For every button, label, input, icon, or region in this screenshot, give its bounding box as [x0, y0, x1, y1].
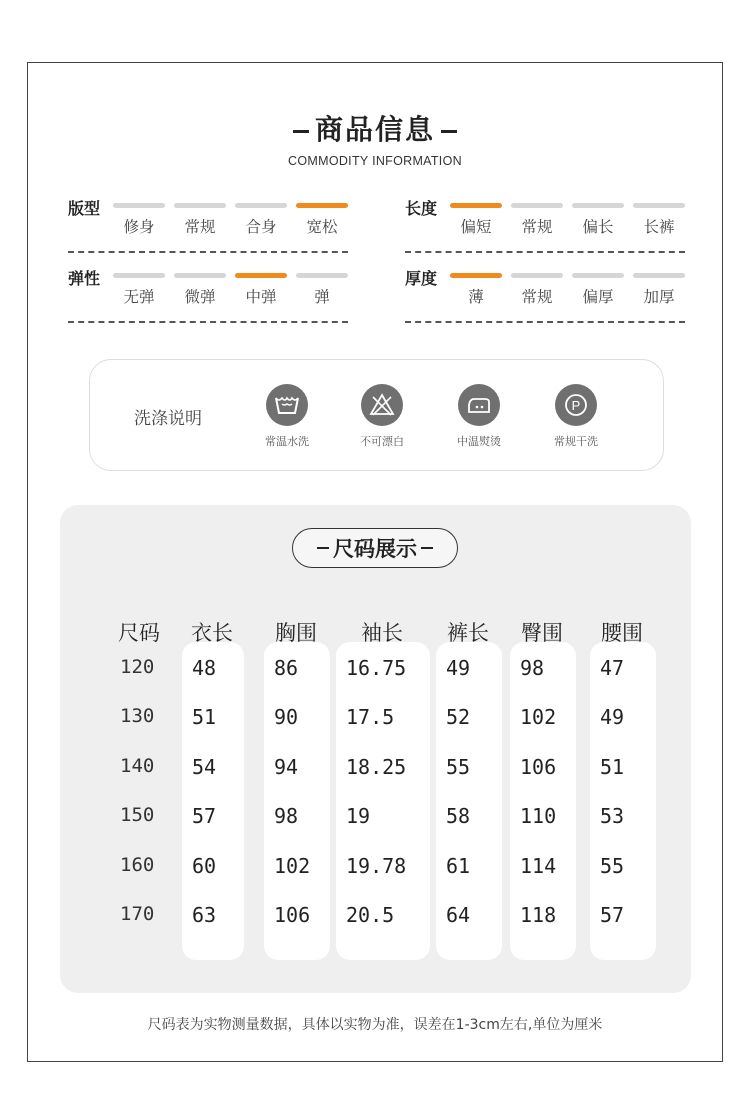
attribute-option-label: 加厚	[643, 288, 675, 306]
size-column-header: 尺码	[118, 621, 160, 645]
attribute-option-label: 中弹	[245, 288, 277, 306]
size-value-cell: 51	[600, 755, 625, 779]
attribute-option-label: 常规	[521, 288, 553, 306]
size-value-cell: 47	[600, 656, 625, 680]
size-value-cell: 20.5	[346, 903, 395, 927]
rating-bar	[113, 273, 165, 278]
measurement-note: 尺码表为实物测量数据，具体以实物为准，误差在1-3cm左右,单位为厘米	[147, 1017, 603, 1033]
size-value-cell: 94	[274, 755, 299, 779]
size-value-cell: 61	[446, 854, 471, 878]
iron-icon	[458, 384, 500, 426]
no-bleach-icon	[361, 384, 403, 426]
page-title: 商品信息	[0, 108, 750, 148]
size-value-cell: 106	[274, 903, 311, 927]
size-value-cell: 98	[520, 656, 545, 680]
size-value-cell: 57	[600, 903, 625, 927]
size-value-cell: 98	[274, 804, 299, 828]
attribute-option	[113, 203, 165, 237]
size-value-cell: 63	[192, 903, 217, 927]
size-value-cell: 102	[520, 705, 557, 729]
attribute-option-label: 合身	[245, 218, 277, 236]
attribute-group	[68, 266, 348, 326]
rating-bar	[633, 273, 685, 278]
size-chart	[60, 505, 691, 993]
size-value-cell: 19	[346, 804, 371, 828]
svg-text:P: P	[571, 398, 581, 413]
rating-bar	[113, 203, 165, 208]
attribute-option	[113, 273, 165, 307]
rating-bar	[235, 273, 287, 278]
size-label-cell: 140	[120, 755, 155, 777]
attribute-option	[235, 203, 287, 237]
attribute-option-label: 偏厚	[582, 288, 614, 306]
rating-bar	[572, 273, 624, 278]
dashed-divider	[405, 321, 685, 323]
rating-bar	[633, 203, 685, 208]
size-value-cell: 19.78	[346, 854, 407, 878]
size-column-header: 臀围	[521, 621, 563, 645]
rating-bar	[296, 203, 348, 208]
size-label-cell: 170	[120, 903, 155, 925]
rating-bar	[511, 273, 563, 278]
care-instructions	[89, 359, 664, 471]
size-value-cell: 18.25	[346, 755, 407, 779]
care-item-no-bleach: 不可漂白	[342, 384, 422, 449]
attribute-option-label: 薄	[468, 288, 484, 306]
size-label-cell: 160	[120, 854, 155, 876]
attribute-option	[174, 273, 226, 307]
attribute-option-label: 修身	[123, 218, 155, 236]
size-value-cell: 118	[520, 903, 557, 927]
size-value-cell: 114	[520, 854, 557, 878]
size-value-cell: 52	[446, 705, 471, 729]
attribute-option-selected	[450, 203, 502, 237]
wash-tub-icon	[266, 384, 308, 426]
attribute-option-label: 微弹	[184, 288, 216, 306]
attribute-option	[633, 273, 685, 307]
attribute-option-selected	[296, 203, 348, 237]
size-value-cell: 49	[600, 705, 625, 729]
size-value-cell: 49	[446, 656, 471, 680]
attribute-option	[174, 203, 226, 237]
attribute-option	[296, 273, 348, 307]
attribute-option	[511, 273, 563, 307]
size-value-cell: 60	[192, 854, 217, 878]
size-value-cell: 90	[274, 705, 299, 729]
size-label-cell: 130	[120, 705, 155, 727]
size-label-cell: 150	[120, 804, 155, 826]
size-value-cell: 106	[520, 755, 557, 779]
size-value-cell: 16.75	[346, 656, 407, 680]
dashed-divider	[68, 321, 348, 323]
size-column-header: 裤长	[447, 621, 489, 645]
size-value-cell: 51	[192, 705, 217, 729]
attribute-option-label: 偏长	[582, 218, 614, 236]
attribute-option-label: 弹	[314, 288, 330, 306]
attribute-option	[572, 203, 624, 237]
care-item-wash: 常温水洗	[247, 384, 327, 449]
rating-bar	[174, 273, 226, 278]
size-value-cell: 48	[192, 656, 217, 680]
header	[0, 108, 750, 168]
size-value-cell: 86	[274, 656, 299, 680]
attribute-option-label: 偏短	[460, 218, 492, 236]
attribute-group	[405, 196, 685, 256]
care-item-iron: 中温熨烫	[439, 384, 519, 449]
attribute-option-label: 无弹	[123, 288, 155, 306]
attribute-group	[68, 196, 348, 256]
rating-bar	[511, 203, 563, 208]
attribute-name: 厚度	[405, 269, 438, 288]
attribute-option	[633, 203, 685, 237]
care-item-dry-clean: P 常规干洗	[536, 384, 616, 449]
size-chart-title: 尺码展示	[292, 528, 458, 568]
attribute-option-label: 常规	[521, 218, 553, 236]
attribute-option-selected	[235, 273, 287, 307]
size-column-header: 胸围	[275, 621, 317, 645]
size-value-cell: 57	[192, 804, 217, 828]
rating-bar	[450, 203, 502, 208]
size-value-cell: 55	[446, 755, 471, 779]
attribute-name: 长度	[405, 199, 438, 218]
size-column-header: 腰围	[601, 621, 643, 645]
dashed-divider	[405, 251, 685, 253]
size-value-cell: 102	[274, 854, 311, 878]
attribute-option-label: 常规	[184, 218, 216, 236]
size-value-cell: 55	[600, 854, 625, 878]
attribute-option-label: 长裤	[643, 218, 675, 236]
attribute-group	[405, 266, 685, 326]
size-column-header: 袖长	[361, 621, 403, 645]
size-value-cell: 53	[600, 804, 625, 828]
attribute-name: 弹性	[68, 269, 101, 288]
attribute-option-label: 宽松	[306, 218, 338, 236]
attribute-option-selected	[450, 273, 502, 307]
size-label-cell: 120	[120, 656, 155, 678]
attribute-option	[511, 203, 563, 237]
attribute-name: 版型	[68, 199, 101, 218]
rating-bar	[174, 203, 226, 208]
page-subtitle: COMMODITY INFORMATION	[288, 154, 462, 168]
rating-bar	[450, 273, 502, 278]
care-label: 洗涤说明	[134, 409, 202, 429]
rating-bar	[235, 203, 287, 208]
size-value-cell: 110	[520, 804, 557, 828]
size-value-cell: 58	[446, 804, 471, 828]
size-value-cell: 54	[192, 755, 217, 779]
size-value-cell: 64	[446, 903, 471, 927]
size-column-header: 衣长	[191, 621, 233, 645]
rating-bar	[296, 273, 348, 278]
rating-bar	[572, 203, 624, 208]
size-value-cell: 17.5	[346, 705, 395, 729]
attribute-option	[572, 273, 624, 307]
dashed-divider	[68, 251, 348, 253]
dry-clean-icon	[555, 384, 597, 426]
